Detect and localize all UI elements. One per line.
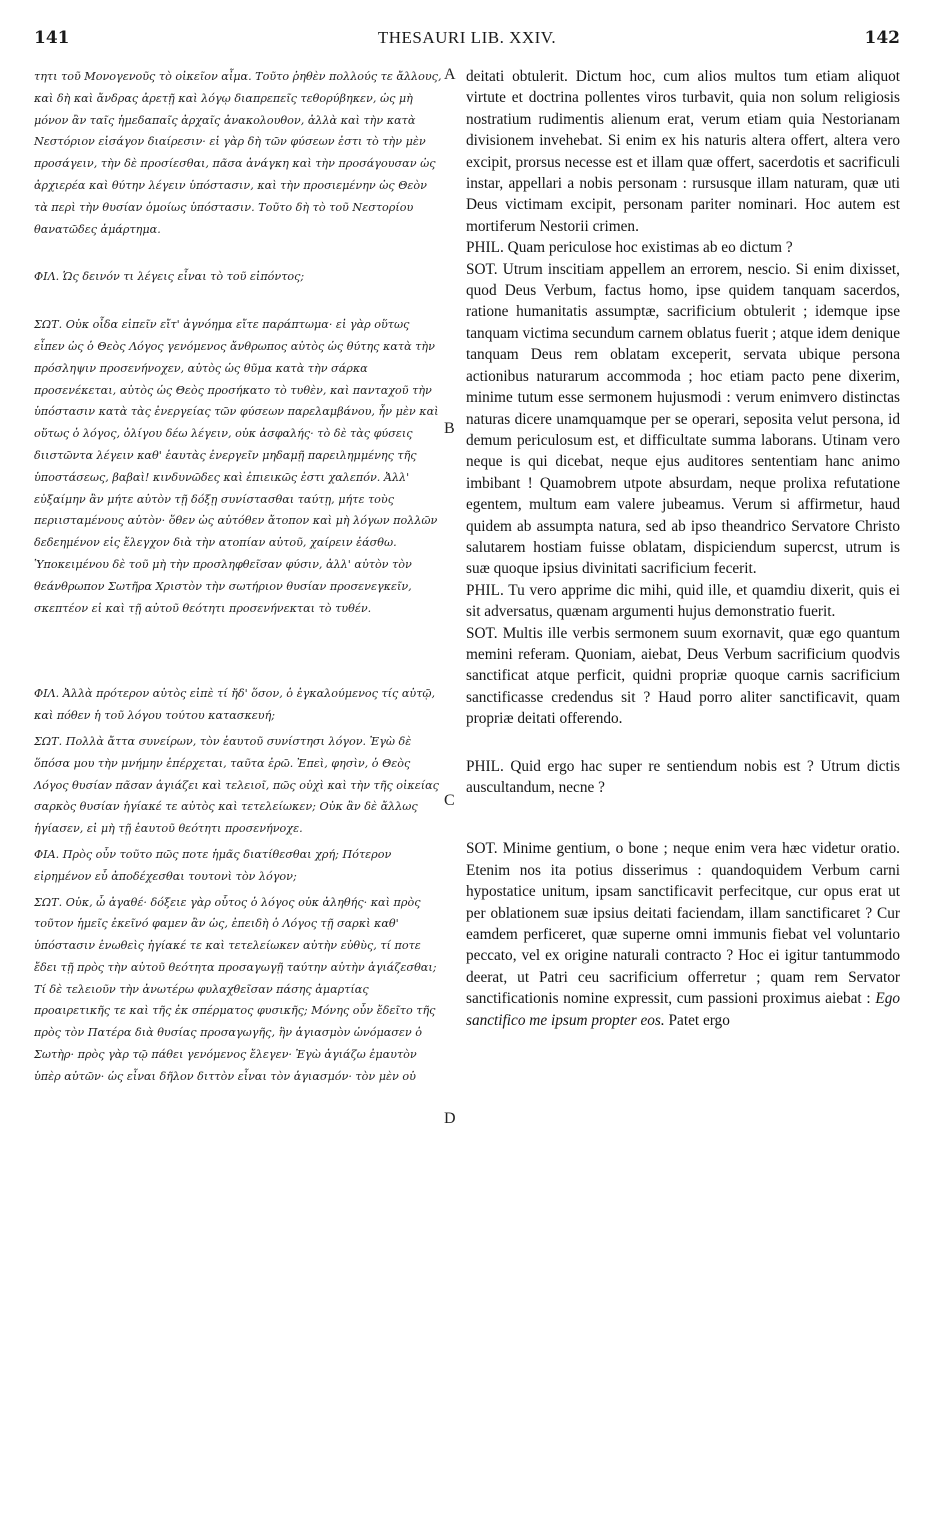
section-marker-b: B [444,420,455,437]
greek-paragraph: ΦΙΛ. Ὡς δεινόν τι λέγεις εἶναι τὸ τοῦ εἰπόντος; [34,270,305,284]
latin-paragraph-text: SOT. Minime gentium, o bone ; neque enim vera hæc videtur oratio. Etenim nos ita potius disserimus : quandoquidem Verbum carni hypostatice unitum, ipsam sanctificavit perfecitque, cur opus erat ut per oblationem suæ ipsius deitati faciendam, illam sanctificaret ? Cur eamdem perficeret, quæ superne omni immunis fiebat vel voluntario peccato, vel ex origine naturali contracto ? Hoc ei igitur tantummodo deerat, ut Patri ceu sacrificium offerretur ; quam rem Servator sanctificationis nomine expressit, cum passioni proximus aiebat : [466,840,900,1008]
greek-paragraph: ΦΙΛ. Ἀλλὰ πρότερον αὐτὸς εἰπὲ τί ἤδ' ὅσον, ὁ ἐγκαλούμενος τίς αὐτῷ, καὶ πόθεν ἡ τοῦ λόγου τούτου κατασκευή; [34,687,436,723]
section-marker-c: C [444,792,455,809]
section-marker-a: A [444,66,456,83]
latin-paragraph: PHIL. Quam periculose hoc existimas ab eo dictum ? [466,239,793,257]
latin-paragraph: SOT. Multis ille verbis sermonem suum exornavit, quæ ego quantum memini referam. Quoniam, aiebat, Deus Verbum sacrificium quodvis sanctificat atque perficit, quidni propriæ quoque carnis sacrificium sanctificasse credendus sit ? Haud porro aliter sanctificavit, quam propriæ deitati offerendo. [466,624,900,728]
greek-column [34,66,442,1088]
running-title: THESAURI LIB. XXIV. [377,28,557,47]
latin-column [466,66,900,1031]
greek-paragraph: ΣΩΤ. Οὐκ, ὦ ἀγαθέ· δόξειε γὰρ οὗτος ὁ λόγος οὐκ ἀληθής· καὶ πρὸς τοῦτον ἡμεῖς ἐκεῖνό φαμεν ἂν ὡς, ἐπειδὴ ὁ Λόγος τῇ σαρκὶ καθ' ὑπόστασιν ἑνωθεὶς ἡγίακέ τε καὶ τετελείωκεν αὐτὴν εὐθὺς, τί ποτε ἔδει τῇ πρὸς τὴν αὐτοῦ θεότητα προσαγωγῇ ταύτην αὐτὴν ἁγιάζεσθαι; Τί δὲ τελειοῦν τὴν ἀνωτέρω φυλαχθεῖσαν πάσης ἁμαρτίας προαιρετικῆς τε καὶ τῆς ἐκ σπέρματος φυσικῆς; Μόνης οὖν ἔδεῖτο τῆς πρὸς τὸν Πατέρα διὰ θυσίας προσαγωγῆς, ἣν ἁγιασμὸν ὠνόμασεν ὁ Σωτὴρ· πρὸς γὰρ τῷ πάθει γενόμενος ἔλεγεν· Ἐγὼ ἁγιάζω ἐμαυτὸν ὑπὲρ αὐτῶν· ὡς εἶναι δῆλον διττὸν εἶναι τὸν ἁγιασμόν· τὸν μὲν οὐ [34,895,437,1083]
page-number-left: 141 [34,28,70,48]
latin-paragraph: PHIL. Tu vero apprime dic mihi, quid ille, et quamdiu dixerit, quis ei sit adversatus, quænam argumenti hujus demonstratio fuerit. [466,581,900,621]
latin-paragraph [466,838,900,1031]
page-number-right: 142 [864,28,900,48]
latin-paragraph-tail: Patet ergo [664,1011,730,1029]
greek-paragraph: ΦΙΑ. Πρὸς οὖν τοῦτο πῶς ποτε ἡμᾶς διατίθεσθαι χρή; Πότερον εἰρημένον εὖ ἀποδέχεσθαι τουτονὶ τὸν λόγον; [34,847,392,883]
section-marker-d: D [444,1110,456,1127]
page-header [0,28,934,58]
latin-paragraph: deitati obtulerit. Dictum hoc, cum alios multos tum etiam aliquot virtute et doctrina pollentes viros turbavit, quia non solum religiosis nostratium rudimentis alienum erat, verum etiam quia Nestorianam divisionem invehebat. Si enim ex his naturis altera offert, altera vero excipit, prorsus necesse est et illam quæ offert, sacerdotis et sacrificuli instar, appellari a nobis personam : rursusque illam naturam, quæ uti Deus victimam excipit, personam pariter nominari. Hoc autem est mortiferum Nestorii crimen. [466,68,900,235]
latin-paragraph: PHIL. Quid ergo hac super re sentiendum nobis est ? Utrum dictis auscultandum, necne ? [466,757,900,796]
latin-italic-quote: Ego sanctifico me ipsum propter eos. [466,990,900,1029]
greek-paragraph: ΣΩΤ. Οὐκ οἶδα εἰπεῖν εἴτ' ἀγνόημα εἴτε παράπτωμα· εἰ γὰρ οὕτως εἶπεν ὡς ὁ Θεὸς Λόγος γενόμενος ἄνθρωπος αὐτὸς ὡς θύτης κατὰ τὴν πρόσληψιν προσενήνοχεν, αὐτὸς ὡς θῦμα κατὰ τὴν σάρκα προσενέκεται, αὐτὸς ὡς Θεὸς προσήκατο τὸ τυθὲν, καὶ πανταχοῦ τὴν ὑπόστασιν κατὰ τὰς ἐνεργείας τῶν φύσεων παρελαμβάνου, ἦν μὲν καὶ οὕτως ὁ λόγος, ὀλίγου δέω λέγειν, οὐκ ἀσφαλής· τὸ δὲ τὰς φύσεις διιστῶντα λέγειν καθ' ἑαυτὰς ἐνεργεῖν μηδαμῇ παρειλημμένης τῆς ὑποστάσεως, βαβαὶ! κινδυνῶδες καὶ ἐπιεικῶς ἐστι χαλεπόν. Ἀλλ' εὐξαίμην ἂν μήτε αὐτὸν τῇ δόξῃ συνίστασθαι ταύτῃ, μήτε τοὺς περιισταμένους αὐτὸν· ὅθεν ὡς αὐτόθεν ἄτοπον καὶ μὴ λόγων πολλῶν δεδεημένον εἰς ἔλεγχον διὰ τὴν ατοπίαν αὐτοῦ, χαίρειν ἐάσθω. Ὑποκειμένου δὲ τοῦ μὴ τὴν προσληφθεῖσαν φύσιν, ἀλλ' αὐτὸν τὸν θεάνθρωπον Σωτῆρα Χριστὸν τὴν σωτήριον θυσίαν προσενεγκεῖν, σκεπτέον εἰ καὶ τῇ αὐτοῦ θεότητι προσενήνεκται τὸ τυθέν. [34,318,439,615]
latin-paragraph: SOT. Utrum inscitiam appellem an errorem, nescio. Si enim dixisset, quod Deus Verbum, factus homo, ipse quidem tanquam sacerdos, ratione humanitatis assumptæ, sacrificium obtulerit ; idemque ipse tanquam victima secundum carnem oblatus fuerit ; atque idem denique tanquam Deus rem oblatam exceperit, servata ubique persona actionibus naturarum accommoda ; hoc etiam pacto pene dixerim, minime tutum esse sermonem hujusmodi : verum enimvero distinctas naturas dicere unamquamque per se operari, seposita velut persona, id demum periculosum est, et difficultate summa laborans. Utinam vero neque is qui dicebat, neque ejus auditores sententiam hanc animo imbibant ! Quamobrem utpote absurdam, neque prolixa refutatione egentem, multum eam valere jubeamus. Verum si affirmetur, haud quidem ab assumpta natura, sed ab ipso theandrico Servatore Christo salutarem hostiam fuisse oblatam, dispiciendum supercst, utrum is suæ quoque ipsius divinitati sacrificium fecerit. [466,260,900,578]
greek-paragraph: τητι τοῦ Μονογενοῦς τὸ οἰκεῖον αἷμα. Τοῦτο ῥηθὲν πολλούς τε ἄλλους, καὶ δὴ καὶ ἄνδρας ἀρετῇ καὶ λόγῳ διαπρεπεῖς τεθορύβηκεν, ὡς μὴ μόνον ἂν ταῖς ἡμεδαπαῖς ἀρχαῖς ἀνακολουθον, ἀλλὰ καὶ τὴν κατὰ Νεστόριον εἰσάγον διαίρεσιν· εἰ γὰρ δὴ τῶν φύσεων ἐστι τὸ τὴν μὲν προσάγειν, τὴν δὲ προσίεσθαι, πᾶσα ἀνάγκη καὶ τὴν προσάγουσαν ὡς ἀρχιερέα καὶ θύτην λέγειν ὑπόστασιν, καὶ τὴν προσιεμένην ὡς Θεὸν τὰ περὶ τὴν θυσίαν ὁμοίως ὑπόστασιν. Τοῦτο δὴ τὸ τοῦ Νεστορίου θανατῶδες ἁμάρτημα. [34,70,442,236]
greek-paragraph: ΣΩΤ. Πολλὰ ἄττα συνείρων, τὸν ἑαυτοῦ συνίστησι λόγον. Ἐγὼ δὲ ὅπόσα μου τὴν μνήμην ἐπέρχεται, ταῦτα ἐρῶ. Ἐπεὶ, φησὶν, ὁ Θεὸς Λόγος θυσίαν πᾶσαν ἁγιάζει καὶ τελειοῖ, πῶς οὐχὶ καὶ τὴν τῆς οἰκείας σαρκὸς θυσίαν ἡγίακέ τε αὐτὸς καὶ τετελείωκεν; Οὐκ ἂν δὲ ἄλλως ἡγίασεν, εἰ μὴ τῇ ἑαυτοῦ θεότητι προσενήνοχε. [34,734,439,836]
